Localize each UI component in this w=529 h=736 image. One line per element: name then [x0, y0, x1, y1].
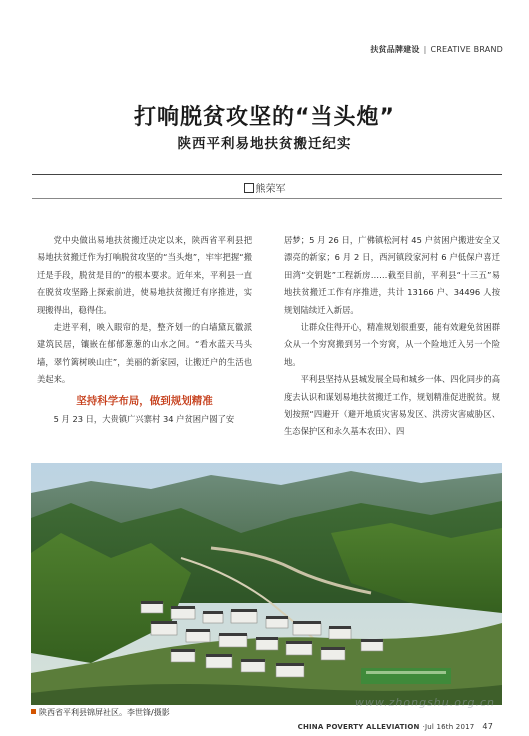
paragraph: 居梦；5 月 26 日，广佛镇松河村 45 户贫困户搬进安全又漂亮的新家；6 月 2 日，西河镇段家河村 6 户低保户喜迁田湾“交钥匙”工程新房……截至目前，平利县“十三五”易地扶贫搬迁工作有序推进，共计 13166 户、34496 人按规划陆续迁入新居。	[284, 235, 500, 315]
photo-illustration	[31, 463, 502, 705]
page-footer	[298, 722, 493, 731]
issue-date: ·Jul 16th 2017	[422, 723, 475, 731]
left-column	[37, 232, 252, 428]
header-separator: |	[423, 45, 427, 54]
author-box-icon	[244, 183, 254, 193]
author-name: 熊荣军	[255, 184, 286, 195]
watermark: www.zhongshu.org.cn	[354, 696, 495, 709]
aerial-town-photo	[31, 463, 502, 705]
section-header	[370, 44, 503, 55]
author-line	[0, 180, 529, 195]
magazine-name: CHINA POVERTY ALLEVIATION	[297, 723, 420, 731]
paragraph: 党中央做出易地扶贫搬迁决定以来，陕西省平利县把易地扶贫搬迁作为打响脱贫攻坚的“当头炮”，牢牢把握“搬迁是手段，脱贫是目的”的根本要求。近年来，平利县一直在脱贫攻坚路上探索前进，使易地扶贫搬迁有序推进，实现搬得出，稳得住。	[37, 235, 252, 315]
photo-caption	[31, 707, 170, 718]
caption-text: 陕西省平利县锦屏社区。李世锋/摄影	[39, 708, 170, 717]
right-column	[284, 232, 500, 441]
paragraph: 5 月 23 日，大贵镇广兴寨村 34 户贫困户圆了安	[53, 413, 235, 424]
section-name-en: CREATIVE BRAND	[430, 45, 503, 54]
paragraph: 走进平利，映入眼帘的是，整齐划一的白墙黛瓦徽派建筑民居，镶嵌在郁郁葱葱的山水之间。“看水蓝天马头墙，翠竹篱树映山庄”，美丽的新家园，让搬迁户的生活也美起来。	[37, 322, 252, 385]
section-heading: 坚持科学布局，做到规划精准	[76, 394, 213, 407]
paragraph: 让群众住得开心，精准规划很重要，能有效避免贫困群众从一个穷窝搬到另一个穷窝，从一个险地迁入另一个险地。	[284, 322, 500, 367]
page-number: 47	[482, 722, 493, 731]
caption-marker-icon	[31, 709, 36, 714]
top-rule	[32, 174, 502, 175]
paragraph: 平利县坚持从县城发展全局和城乡一体、四化同步的高度去认识和谋划易地扶贫搬迁工作，规划精准促进脱贫。规划按照“四避开（避开地质灾害易发区、洪涝灾害威胁区、生态保护区和永久基本农田）、四	[284, 374, 500, 437]
section-name-cn: 扶贫品牌建设	[370, 45, 420, 54]
bottom-rule	[32, 198, 502, 199]
article-subtitle: 陕西平利易地扶贫搬迁纪实	[177, 136, 352, 152]
article-title: 打响脱贫攻坚的“当头炮”	[134, 105, 395, 130]
